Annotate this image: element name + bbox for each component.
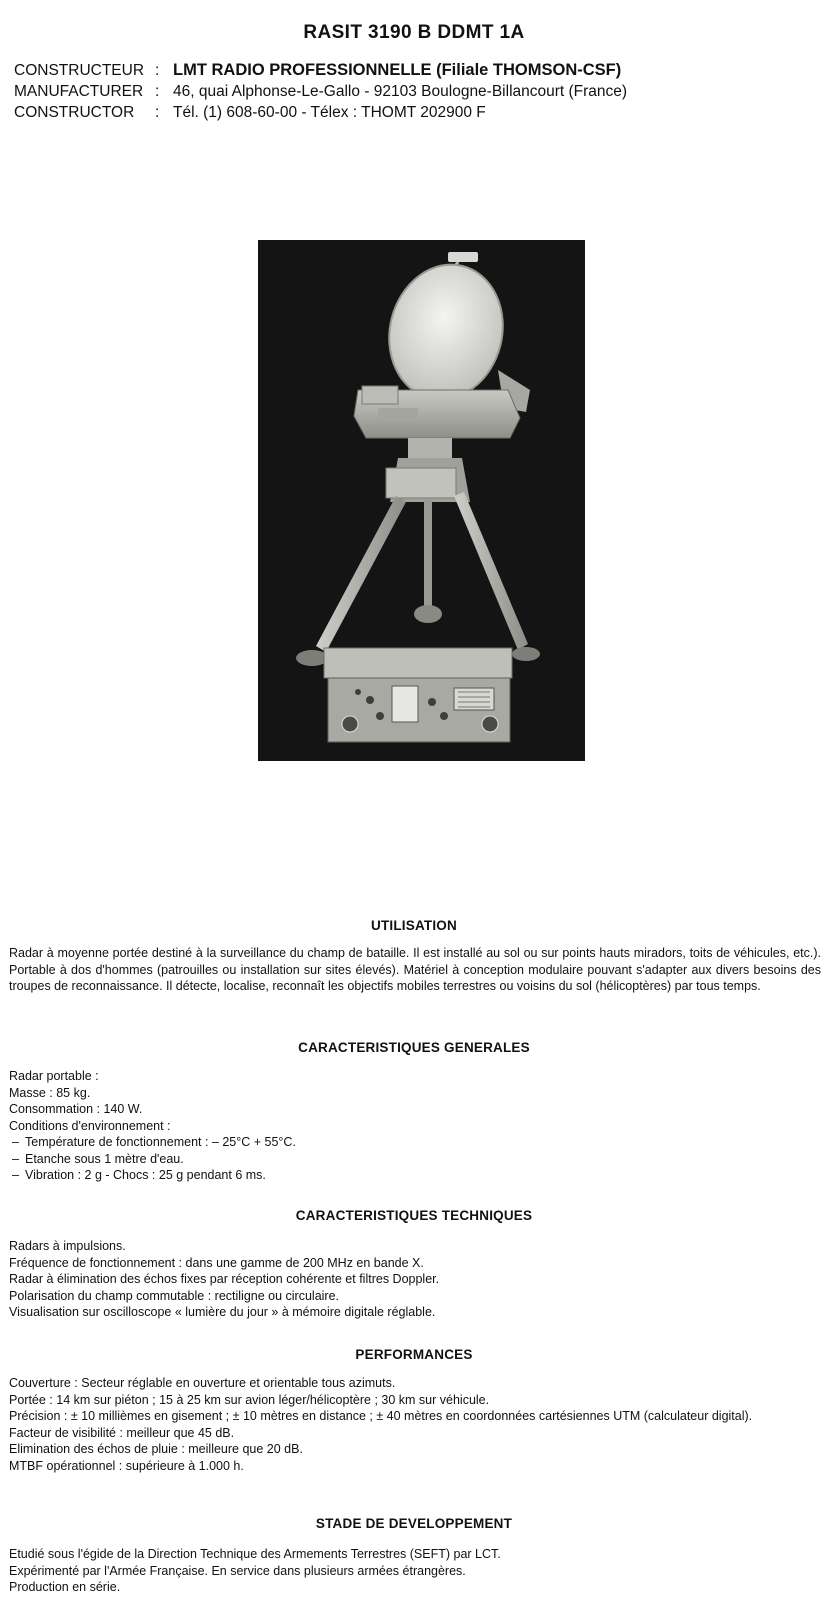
manufacturer-separator: : (155, 62, 160, 79)
techniques-line: Visualisation sur oscilloscope « lumière du jour » à mémoire digitale réglable. (9, 1305, 436, 1319)
techniques-line: Radars à impulsions. (9, 1239, 126, 1253)
performances-precision: Précision : ± 10 millièmes en gisement ; ± 10 mètres en distance ; ± 40 mètres en coordonnées cartésiennes UTM (calculateur digital). (9, 1409, 753, 1423)
utilisation-text: Radar à moyenne portée destiné à la surveillance du champ de bataille. Il est installé au sol ou sur points hauts miradors, toits de véhicules, etc.). Portable à dos d'hommes (patrouilles ou installation sur sites élevés). Matériel à conception modulaire pouvant s'adapter aux divers besoins des troupes de reconnaissance. Il détecte, localise, reconnaît les objectifs mobiles terrestres ou voisins du sol (hélicoptères) par tous temps. (9, 946, 821, 993)
manufacturer-label: CONSTRUCTEUR (14, 62, 145, 79)
developpement-list (9, 1546, 821, 1596)
manufacturer-separator: : (155, 83, 160, 100)
developpement-line: Expérimenté par l'Armée Française. En service dans plusieurs armées étrangères. (9, 1563, 466, 1578)
pedestal-box (386, 468, 456, 498)
manufacturer-row-constructeur (14, 60, 627, 81)
performances-line: MTBF opérationnel : supérieure à 1.000 h. (9, 1458, 244, 1473)
developpement-line: Production en série. (9, 1580, 121, 1594)
oscilloscope-screen (392, 686, 418, 722)
section-heading-performances: PERFORMANCES (355, 1347, 473, 1362)
document-title: RASIT 3190 B DDMT 1A (303, 22, 525, 43)
manufacturer-contact: Tél. (1) 608-60-00 - Télex : THOMT 202900 F (173, 104, 486, 121)
techniques-line: Fréquence de fonctionnement : dans une gamme de 200 MHz en bande X. (9, 1255, 424, 1270)
performances-line: Couverture : Secteur réglable en ouverture et orientable tous azimuts. (9, 1376, 396, 1390)
tripod-leg-center (424, 500, 432, 612)
generales-dash-item: – Etanche sous 1 mètre d'eau. (9, 1151, 821, 1168)
generales-line: Masse : 85 kg. (9, 1085, 91, 1100)
performances-line: Portée : 14 km sur piéton ; 15 à 25 km sur avion léger/hélicoptère ; 30 km sur véhicule. (9, 1392, 490, 1407)
generales-line: Consommation : 140 W. (9, 1102, 143, 1116)
section-heading-techniques: CARACTERISTIQUES TECHNIQUES (295, 1208, 533, 1223)
section-heading-utilisation: UTILISATION (371, 918, 457, 933)
manufacturer-label: MANUFACTURER (14, 83, 144, 100)
performances-line: Elimination des échos de pluie : meilleure que 20 dB. (9, 1442, 303, 1456)
feed-horn (448, 252, 478, 262)
generales-line: Radar portable : (9, 1069, 99, 1083)
radar-illustration (258, 240, 585, 761)
techniques-line: Radar à élimination des échos fixes par réception cohérente et filtres Doppler. (9, 1272, 440, 1286)
techniques-line: Polarisation du champ commutable : rectiligne ou circulaire. (9, 1288, 340, 1303)
manufacturer-address: 46, quai Alphonse-Le-Gallo - 92103 Boulogne-Billancourt (France) (173, 83, 628, 100)
generales-dash-item: – Température de fonctionnement : – 25°C + 55°C. (9, 1134, 821, 1151)
section-heading-developpement: STADE DE DEVELOPPEMENT (315, 1516, 513, 1531)
manufacturer-block (14, 60, 627, 123)
section-heading-generales: CARACTERISTIQUES GENERALES (298, 1040, 530, 1055)
manufacturer-name: LMT RADIO PROFESSIONNELLE (Filiale THOMSON-CSF) (173, 61, 622, 79)
control-console-lid (324, 648, 512, 678)
radar-photo (258, 240, 585, 761)
manufacturer-row-manufacturer (14, 81, 627, 102)
manufacturer-row-constructor (14, 102, 627, 123)
performances-line: Facteur de visibilité : meilleur que 45 dB. (9, 1425, 235, 1440)
generales-dash-item: – Vibration : 2 g - Chocs : 25 g pendant 6 ms. (9, 1167, 821, 1184)
performances-list (9, 1375, 821, 1474)
generales-list (9, 1068, 821, 1184)
generales-line: Conditions d'environnement : (9, 1118, 171, 1133)
techniques-list (9, 1238, 821, 1321)
manufacturer-label: CONSTRUCTOR (14, 104, 135, 121)
manufacturer-separator: : (155, 104, 160, 121)
developpement-line: Etudié sous l'égide de la Direction Technique des Armements Terrestres (SEFT) par LCT. (9, 1547, 501, 1561)
